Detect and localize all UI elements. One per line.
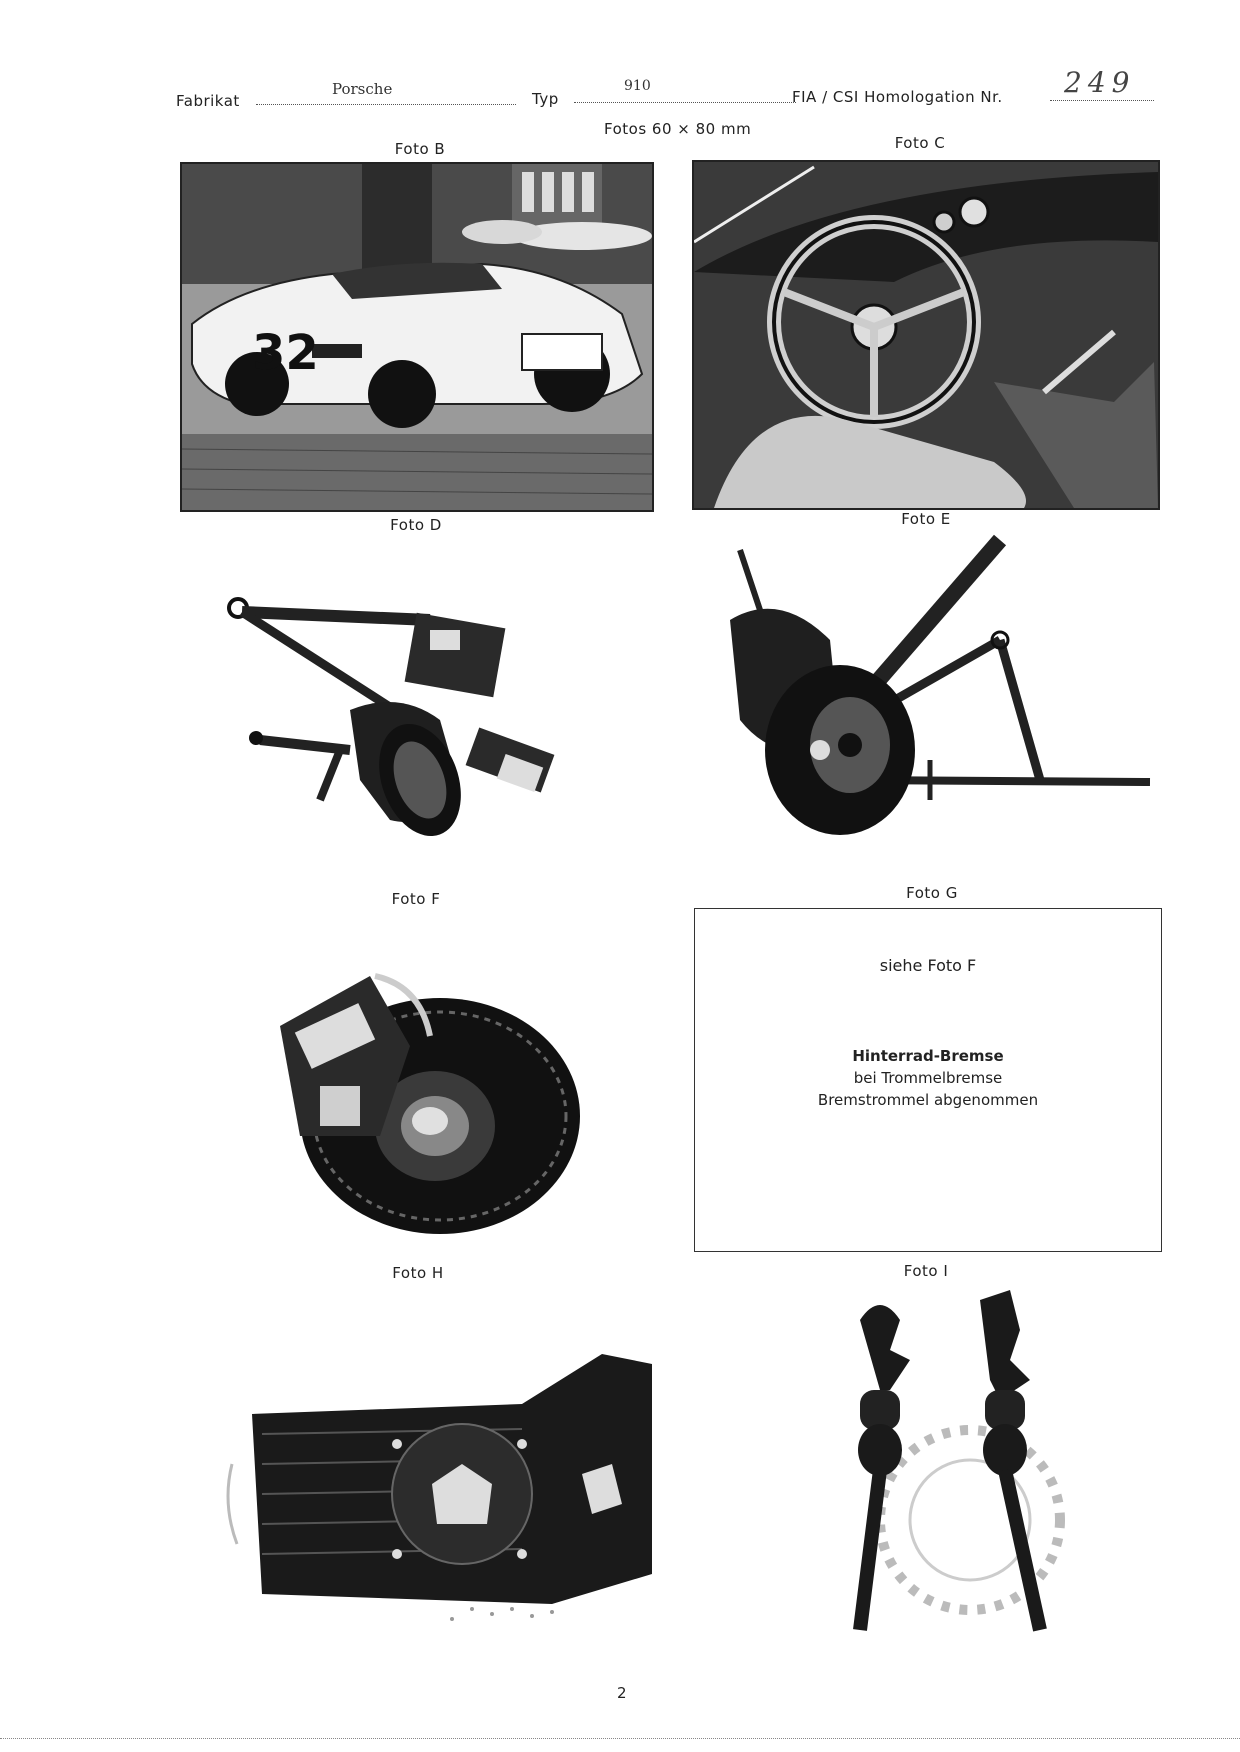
caption-foto-e: Foto E [901, 510, 951, 528]
foto-g-heading: Hinterrad-Bremse [852, 1047, 1004, 1065]
foto-g-box [694, 908, 1162, 1252]
fabrikat-label: Fabrikat [176, 92, 240, 110]
photo-rear-suspension [700, 530, 1160, 850]
photo-drive-shafts [820, 1290, 1120, 1650]
scan-bottom-edge [0, 1738, 1240, 1739]
foto-g-line-1: bei Trommelbremse [853, 1069, 1003, 1087]
caption-foto-f: Foto F [391, 890, 441, 908]
photo-gearbox [222, 1344, 652, 1634]
typ-label: Typ [532, 90, 559, 108]
caption-foto-g: Foto G [906, 884, 958, 902]
caption-foto-b: Foto B [394, 140, 446, 158]
foto-g-line-2: Bremstrommel abgenommen [817, 1091, 1039, 1109]
car-number: 32 [252, 325, 319, 381]
fabrikat-dotted-line [256, 104, 516, 105]
foto-g-reference-note: siehe Foto F [879, 956, 977, 975]
homologation-label: FIA / CSI Homologation Nr. [792, 88, 1003, 106]
typ-dotted-line [574, 102, 796, 103]
homologation-number: 249 [1064, 66, 1136, 99]
photo-brake-disc [260, 966, 580, 1236]
photo-race-car [180, 162, 654, 512]
photo-size-note: Fotos 60 × 80 mm [604, 120, 752, 138]
caption-foto-h: Foto H [392, 1264, 444, 1282]
photo-front-suspension [220, 590, 590, 850]
photo-cockpit [692, 160, 1160, 510]
page-number: 2 [616, 1684, 628, 1702]
typ-value: 910 [624, 78, 651, 94]
caption-foto-d: Foto D [390, 516, 442, 534]
caption-foto-i: Foto I [903, 1262, 949, 1280]
fabrikat-value: Porsche [332, 80, 393, 98]
caption-foto-c: Foto C [894, 134, 946, 152]
homologation-dotted-line [1050, 100, 1154, 101]
